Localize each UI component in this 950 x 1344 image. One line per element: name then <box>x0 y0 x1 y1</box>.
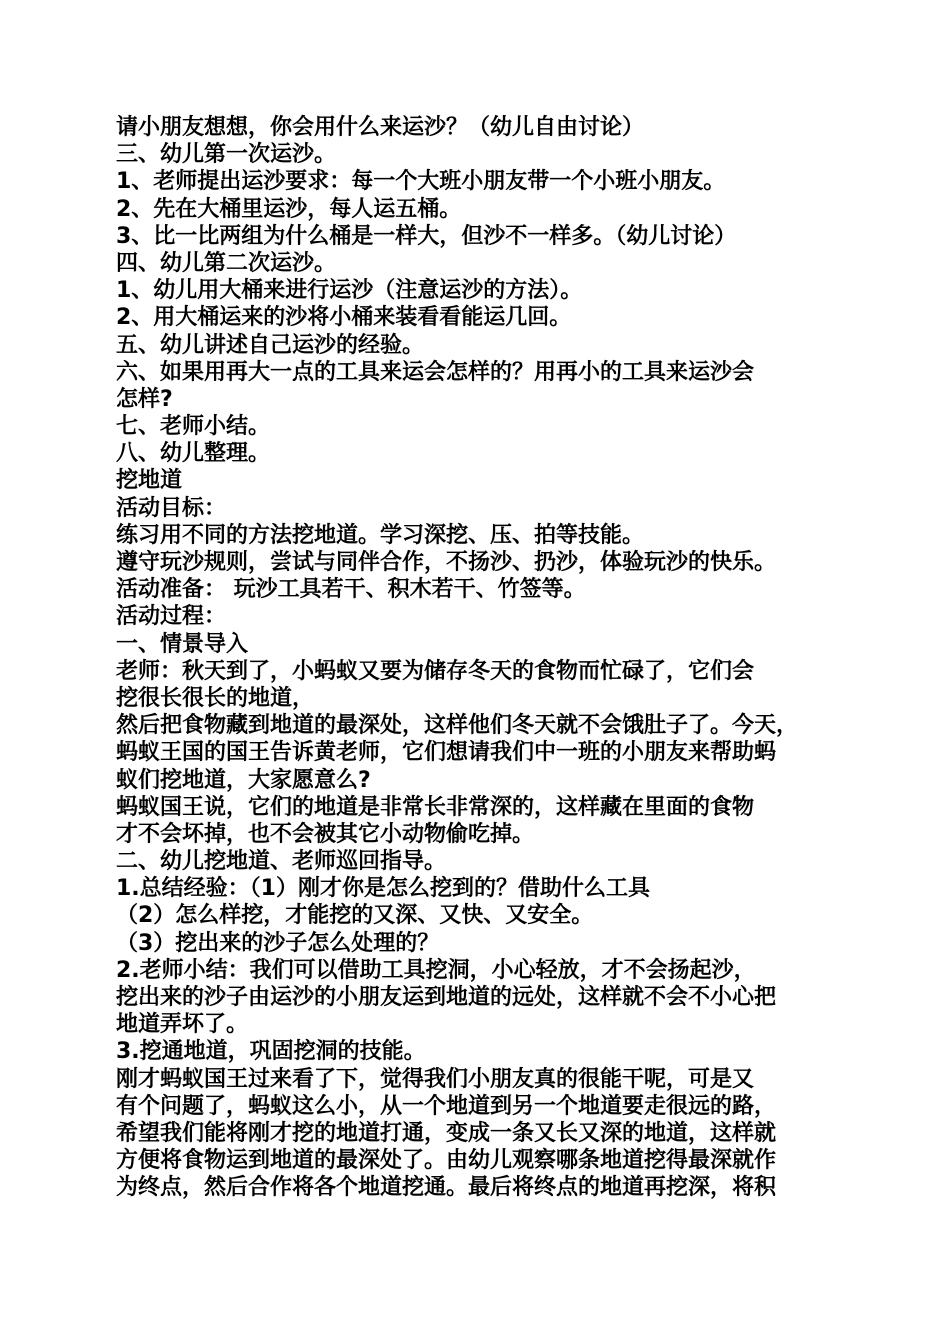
text-line: 蚁们挖地道，大家愿意么? <box>116 767 371 793</box>
text-line: 挖很长很长的地道， <box>116 685 315 711</box>
text-line: 怎样? <box>116 386 173 412</box>
section-heading: 八、幼儿整理。 <box>116 441 271 467</box>
text-line: 方便将食物运到地道的最深处了。由幼儿观察哪条地道挖得最深就作 <box>116 1148 777 1174</box>
section-heading: 四、幼儿第二次运沙。 <box>116 250 337 276</box>
text-line: 1.总结经验：（1）刚才你是怎么挖到的？借助什么工具 <box>116 876 650 902</box>
text-line: 2、用大桶运来的沙将小桶来装看看能运几回。 <box>116 305 572 331</box>
text-line: 蚂蚁国王说，它们的地道是非常长非常深的，这样藏在里面的食物 <box>116 794 755 820</box>
text-line: 蚂蚁王国的国王告诉黄老师，它们想请我们中一班的小朋友来帮助蚂 <box>116 740 777 766</box>
section-heading: 三、幼儿第一次运沙。 <box>116 142 337 168</box>
text-line: 2、先在大桶里运沙，每人运五桶。 <box>116 196 462 222</box>
text-line: 老师：秋天到了，小蚂蚁又要为储存冬天的食物而忙碌了，它们会 <box>116 658 755 684</box>
section-heading: 五、幼儿讲述自己运沙的经验。 <box>116 332 425 358</box>
text-line: 3、比一比两组为什么桶是一样大，但沙不一样多。（幼儿讨论） <box>116 223 737 249</box>
text-line: 希望我们能将刚才挖的地道打通，变成一条又长又深的地道，这样就 <box>116 1120 777 1146</box>
text-line: 挖出来的沙子由运沙的小朋友运到地道的远处，这样就不会不小心把 <box>116 985 777 1010</box>
text-line: 为终点，然后合作将各个地道挖通。最后将终点的地道再挖深，将积 <box>116 1175 777 1201</box>
text-line: 地道弄坏了。 <box>116 1012 249 1038</box>
section-heading: 一、情景导入 <box>116 631 249 657</box>
text-line: 遵守玩沙规则，尝试与同伴合作，不扬沙、扔沙，体验玩沙的快乐。 <box>116 550 777 575</box>
text-line: 请小朋友想想，你会用什么来运沙？（幼儿自由讨论） <box>116 115 645 140</box>
text-line: 然后把食物藏到地道的最深处，这样他们冬天就不会饿肚子了。今天， <box>116 713 799 739</box>
section-heading: 二、幼儿挖地道、老师巡回指导。 <box>116 849 447 875</box>
subheading: 活动目标： <box>116 495 227 521</box>
text-line: 有个问题了，蚂蚁这么小，从一个地道到另一个地道要走很远的路， <box>116 1093 777 1119</box>
text-line: 才不会坏掉，也不会被其它小动物偷吃掉。 <box>116 821 535 847</box>
text-line: 3.挖通地道，巩固挖洞的技能。 <box>116 1039 426 1065</box>
section-heading: 六、如果用再大一点的工具来运会怎样的？用再小的工具来运沙会 <box>116 359 755 385</box>
text-line: 活动准备： 玩沙工具若干、积木若干、竹签等。 <box>116 577 586 603</box>
text-line: 1、老师提出运沙要求：每一个大班小朋友带一个小班小朋友。 <box>116 169 726 195</box>
text-line: 2.老师小结：我们可以借助工具挖洞，小心轻放，才不会扬起沙， <box>116 957 756 983</box>
text-line: （2）怎么样挖，才能挖的又深、又快、又安全。 <box>116 903 594 929</box>
document-body <box>116 114 846 1202</box>
subheading: 活动过程： <box>116 604 227 630</box>
text-line: 练习用不同的方法挖地道。学习深挖、压、拍等技能。 <box>116 522 645 548</box>
text-line: （3）挖出来的沙子怎么处理的？ <box>116 930 440 956</box>
section-heading: 七、老师小结。 <box>116 414 271 440</box>
text-line: 1、幼儿用大桶来进行运沙（注意运沙的方法）。 <box>116 278 583 304</box>
text-line: 刚才蚂蚁国王过来看了下，觉得我们小朋友真的很能干呢，可是又 <box>116 1066 755 1092</box>
activity-title: 挖地道 <box>116 468 183 494</box>
